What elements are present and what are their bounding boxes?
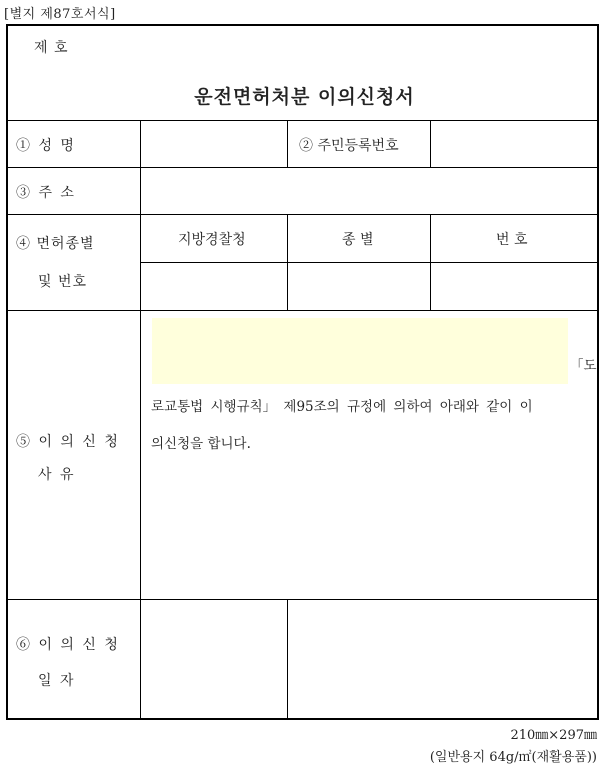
divider-license-col1 bbox=[287, 214, 288, 310]
date-label-line2: 일 자 bbox=[38, 673, 76, 689]
license-type-value-cell[interactable] bbox=[289, 264, 429, 309]
reason-text-line2: 로교통법 시행규칙」 제95조의 규정에 의하여 아래와 같이 이 bbox=[151, 399, 533, 415]
divider-date-mid bbox=[287, 599, 288, 718]
reason-label-line2: 사 유 bbox=[38, 467, 76, 483]
divider-name-bottom bbox=[7, 167, 598, 168]
divider-name-mid bbox=[287, 120, 288, 167]
number-label: 제 호 bbox=[34, 40, 69, 56]
divider-resident-value bbox=[430, 120, 431, 167]
reason-label-line1: ⑤ 이 의 신 청 bbox=[16, 434, 120, 450]
divider-license-bottom bbox=[7, 310, 598, 311]
divider-license-header bbox=[141, 262, 598, 263]
paper-size-note: 210㎜×297㎜ bbox=[510, 728, 597, 743]
license-number-value-cell[interactable] bbox=[432, 264, 596, 309]
license-header-type: 종 별 bbox=[342, 232, 374, 248]
divider-license-col2 bbox=[430, 214, 431, 310]
license-header-number: 번 호 bbox=[496, 232, 528, 248]
address-value-cell[interactable] bbox=[142, 169, 596, 213]
paper-type-note: (일반용지 64g/㎡(재활용품)) bbox=[429, 750, 597, 765]
address-label: ③ 주 소 bbox=[16, 185, 76, 201]
name-value-cell[interactable] bbox=[142, 122, 286, 166]
form-id-label: [별지 제87호서식] bbox=[4, 7, 116, 22]
reason-text-line1-end: 「도 bbox=[570, 358, 597, 374]
reason-input-highlight[interactable] bbox=[152, 318, 568, 384]
resident-number-value-cell[interactable] bbox=[432, 122, 596, 166]
signature-cell[interactable] bbox=[289, 601, 596, 717]
resident-number-label: ② 주민등록번호 bbox=[299, 138, 399, 154]
license-label-line2: 및 번호 bbox=[38, 274, 88, 290]
license-agency-value-cell[interactable] bbox=[142, 264, 286, 309]
divider-label-column bbox=[140, 120, 141, 718]
form-title: 운전면허처분 이의신청서 bbox=[194, 86, 415, 108]
reason-text-line3: 의신청을 합니다. bbox=[151, 436, 251, 452]
license-header-agency: 지방경찰청 bbox=[178, 232, 246, 248]
divider-title-bottom bbox=[7, 120, 598, 121]
date-label-line1: ⑥ 이 의 신 청 bbox=[16, 637, 120, 653]
date-value-cell[interactable] bbox=[142, 601, 286, 717]
name-label: ① 성 명 bbox=[16, 138, 76, 154]
divider-reason-bottom bbox=[7, 599, 598, 600]
license-label-line1: ④ 면허종별 bbox=[16, 236, 95, 252]
divider-address-bottom bbox=[7, 214, 598, 215]
